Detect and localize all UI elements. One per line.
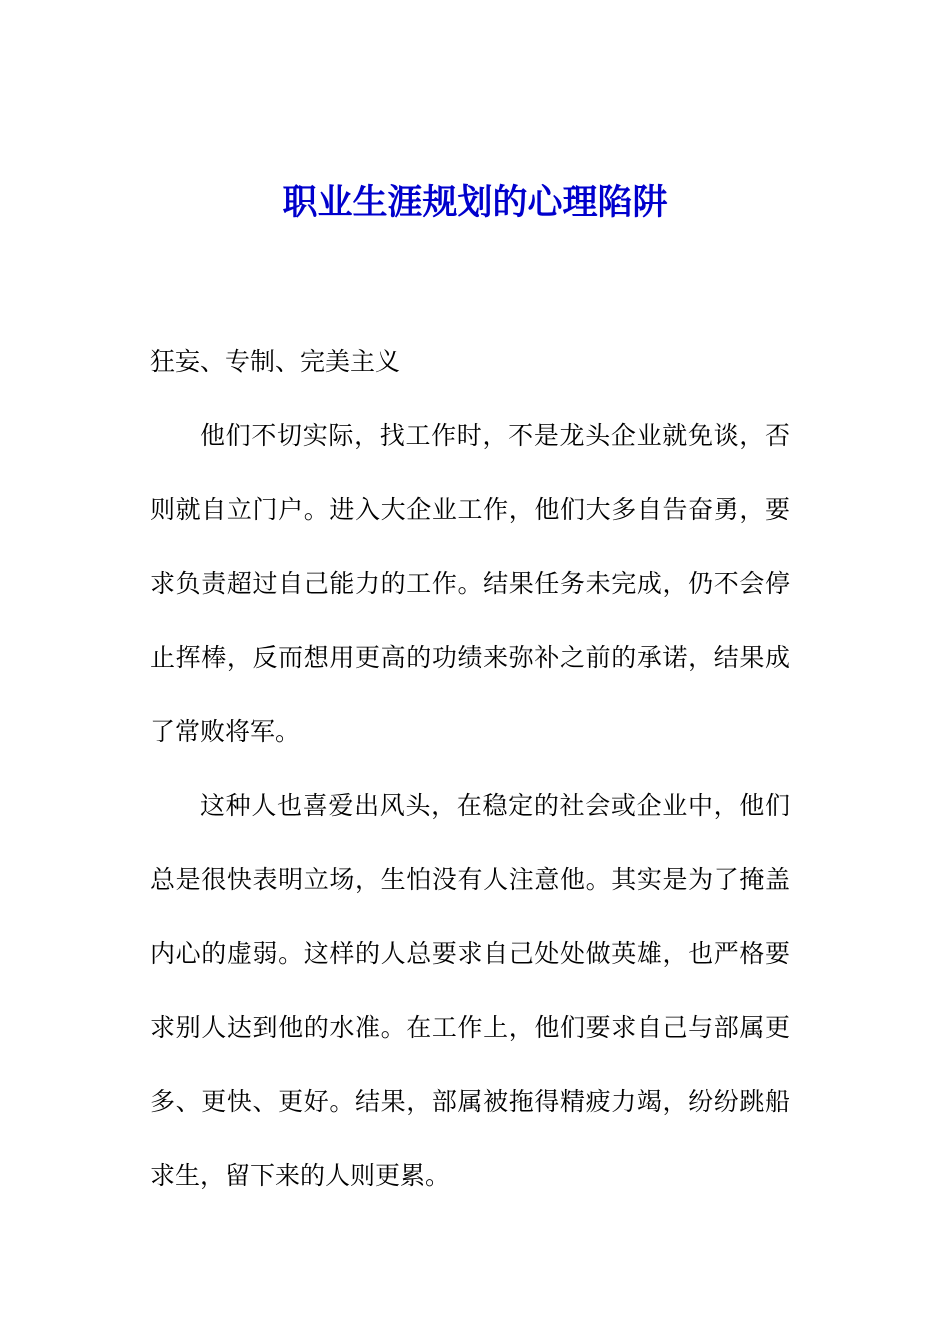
document-body xyxy=(150,325,790,1213)
paragraph-1: 他们不切实际，找工作时，不是龙头企业就免谈，否则就自立门户。进入大企业工作，他们大多自告奋勇，要求负责超过自己能力的工作。结果任务未完成，仍不会停止挥棒，反而想用更高的功绩来弥补之前的承诺，结果成了常败将军。 xyxy=(150,421,790,746)
section-heading: 狂妄、专制、完美主义 xyxy=(150,347,401,376)
document-title: 职业生涯规划的心理陷阱 xyxy=(282,183,668,223)
paragraph-2: 这种人也喜爱出风头，在稳定的社会或企业中，他们总是很快表明立场，生怕没有人注意他。其实是为了掩盖内心的虚弱。这样的人总要求自己处处做英雄，也严格要求别人达到他的水准。在工作上，他们要求自己与部属更多、更快、更好。结果，部属被拖得精疲力竭，纷纷跳船求生，留下来的人则更累。 xyxy=(150,791,790,1190)
